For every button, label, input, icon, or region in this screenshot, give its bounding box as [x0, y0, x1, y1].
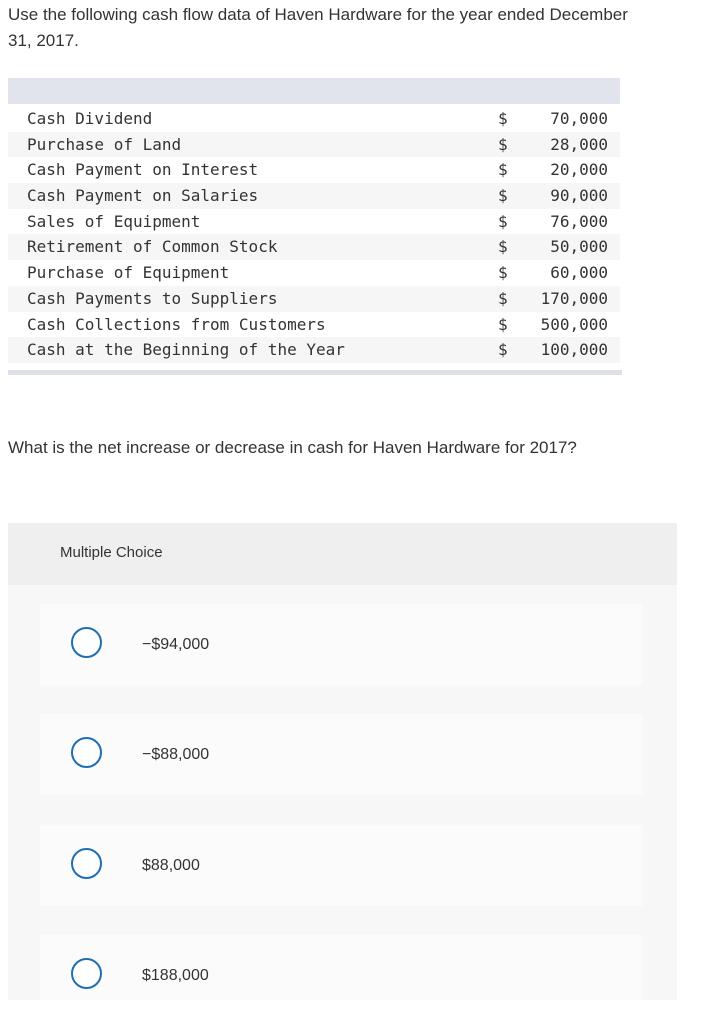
- table-row: [8, 286, 620, 312]
- row-currency: $: [498, 340, 508, 360]
- row-label: Cash Payment on Salaries: [27, 186, 259, 206]
- row-amount: 28,000: [550, 134, 608, 154]
- choice-option[interactable]: [40, 714, 643, 795]
- row-currency: $: [498, 134, 508, 154]
- multiple-choice-header: [8, 523, 677, 585]
- row-currency: $: [498, 263, 508, 283]
- table-row: [8, 183, 620, 209]
- table-row: [8, 132, 620, 158]
- table-row: [8, 337, 620, 363]
- row-amount: 500,000: [540, 314, 608, 334]
- row-currency: $: [498, 109, 508, 128]
- row-amount: 76,000: [550, 211, 608, 231]
- row-label: Purchase of Land: [27, 134, 182, 154]
- row-label: Retirement of Common Stock: [27, 237, 278, 257]
- row-label: Cash Collections from Customers: [27, 314, 326, 334]
- row-currency: $: [498, 237, 508, 257]
- table-footer-bar: [8, 370, 622, 375]
- row-amount: 70,000: [550, 109, 608, 128]
- row-amount: 170,000: [540, 288, 608, 308]
- row-amount: 60,000: [550, 263, 608, 283]
- row-amount: 100,000: [540, 340, 608, 360]
- choice-label: −$88,000: [142, 746, 210, 763]
- table-row: [8, 209, 620, 235]
- choice-option[interactable]: [40, 604, 643, 685]
- question-intro: Use the following cash flow data of Haven Hardware for the year ended December 31, 2017.: [8, 5, 628, 50]
- multiple-choice-label: Multiple Choice: [60, 544, 163, 561]
- radio-button-icon[interactable]: [71, 958, 102, 989]
- row-label: Cash at the Beginning of the Year: [27, 340, 345, 360]
- cash-flow-table: [8, 78, 620, 363]
- row-label: Sales of Equipment: [27, 211, 201, 231]
- table-row: [8, 260, 620, 286]
- row-amount: 50,000: [550, 237, 608, 257]
- choice-option[interactable]: [40, 935, 643, 1000]
- choice-option[interactable]: [40, 825, 643, 906]
- row-label: Cash Payment on Interest: [27, 160, 259, 180]
- row-label: Cash Payments to Suppliers: [27, 288, 278, 308]
- row-amount: 90,000: [550, 186, 608, 206]
- radio-button-icon[interactable]: [71, 848, 102, 879]
- radio-button-icon[interactable]: [71, 627, 102, 658]
- row-label: Purchase of Equipment: [27, 263, 230, 283]
- row-label: Cash Dividend: [27, 109, 153, 128]
- table-header-bar: [8, 78, 620, 104]
- radio-button-icon[interactable]: [71, 737, 102, 768]
- row-currency: $: [498, 160, 508, 180]
- choice-label: $188,000: [142, 967, 209, 984]
- table-row: [8, 312, 620, 338]
- row-currency: $: [498, 314, 508, 334]
- choice-label: $88,000: [142, 857, 200, 874]
- row-amount: 20,000: [550, 160, 608, 180]
- row-currency: $: [498, 186, 508, 206]
- choice-label: −$94,000: [142, 636, 210, 653]
- row-currency: $: [498, 211, 508, 231]
- table-row: [8, 157, 620, 183]
- row-currency: $: [498, 288, 508, 308]
- table-row: [8, 106, 620, 132]
- question-text: What is the net increase or decrease in cash for Haven Hardware for 2017?: [8, 438, 577, 457]
- table-row: [8, 234, 620, 260]
- multiple-choice-panel: [8, 523, 677, 1000]
